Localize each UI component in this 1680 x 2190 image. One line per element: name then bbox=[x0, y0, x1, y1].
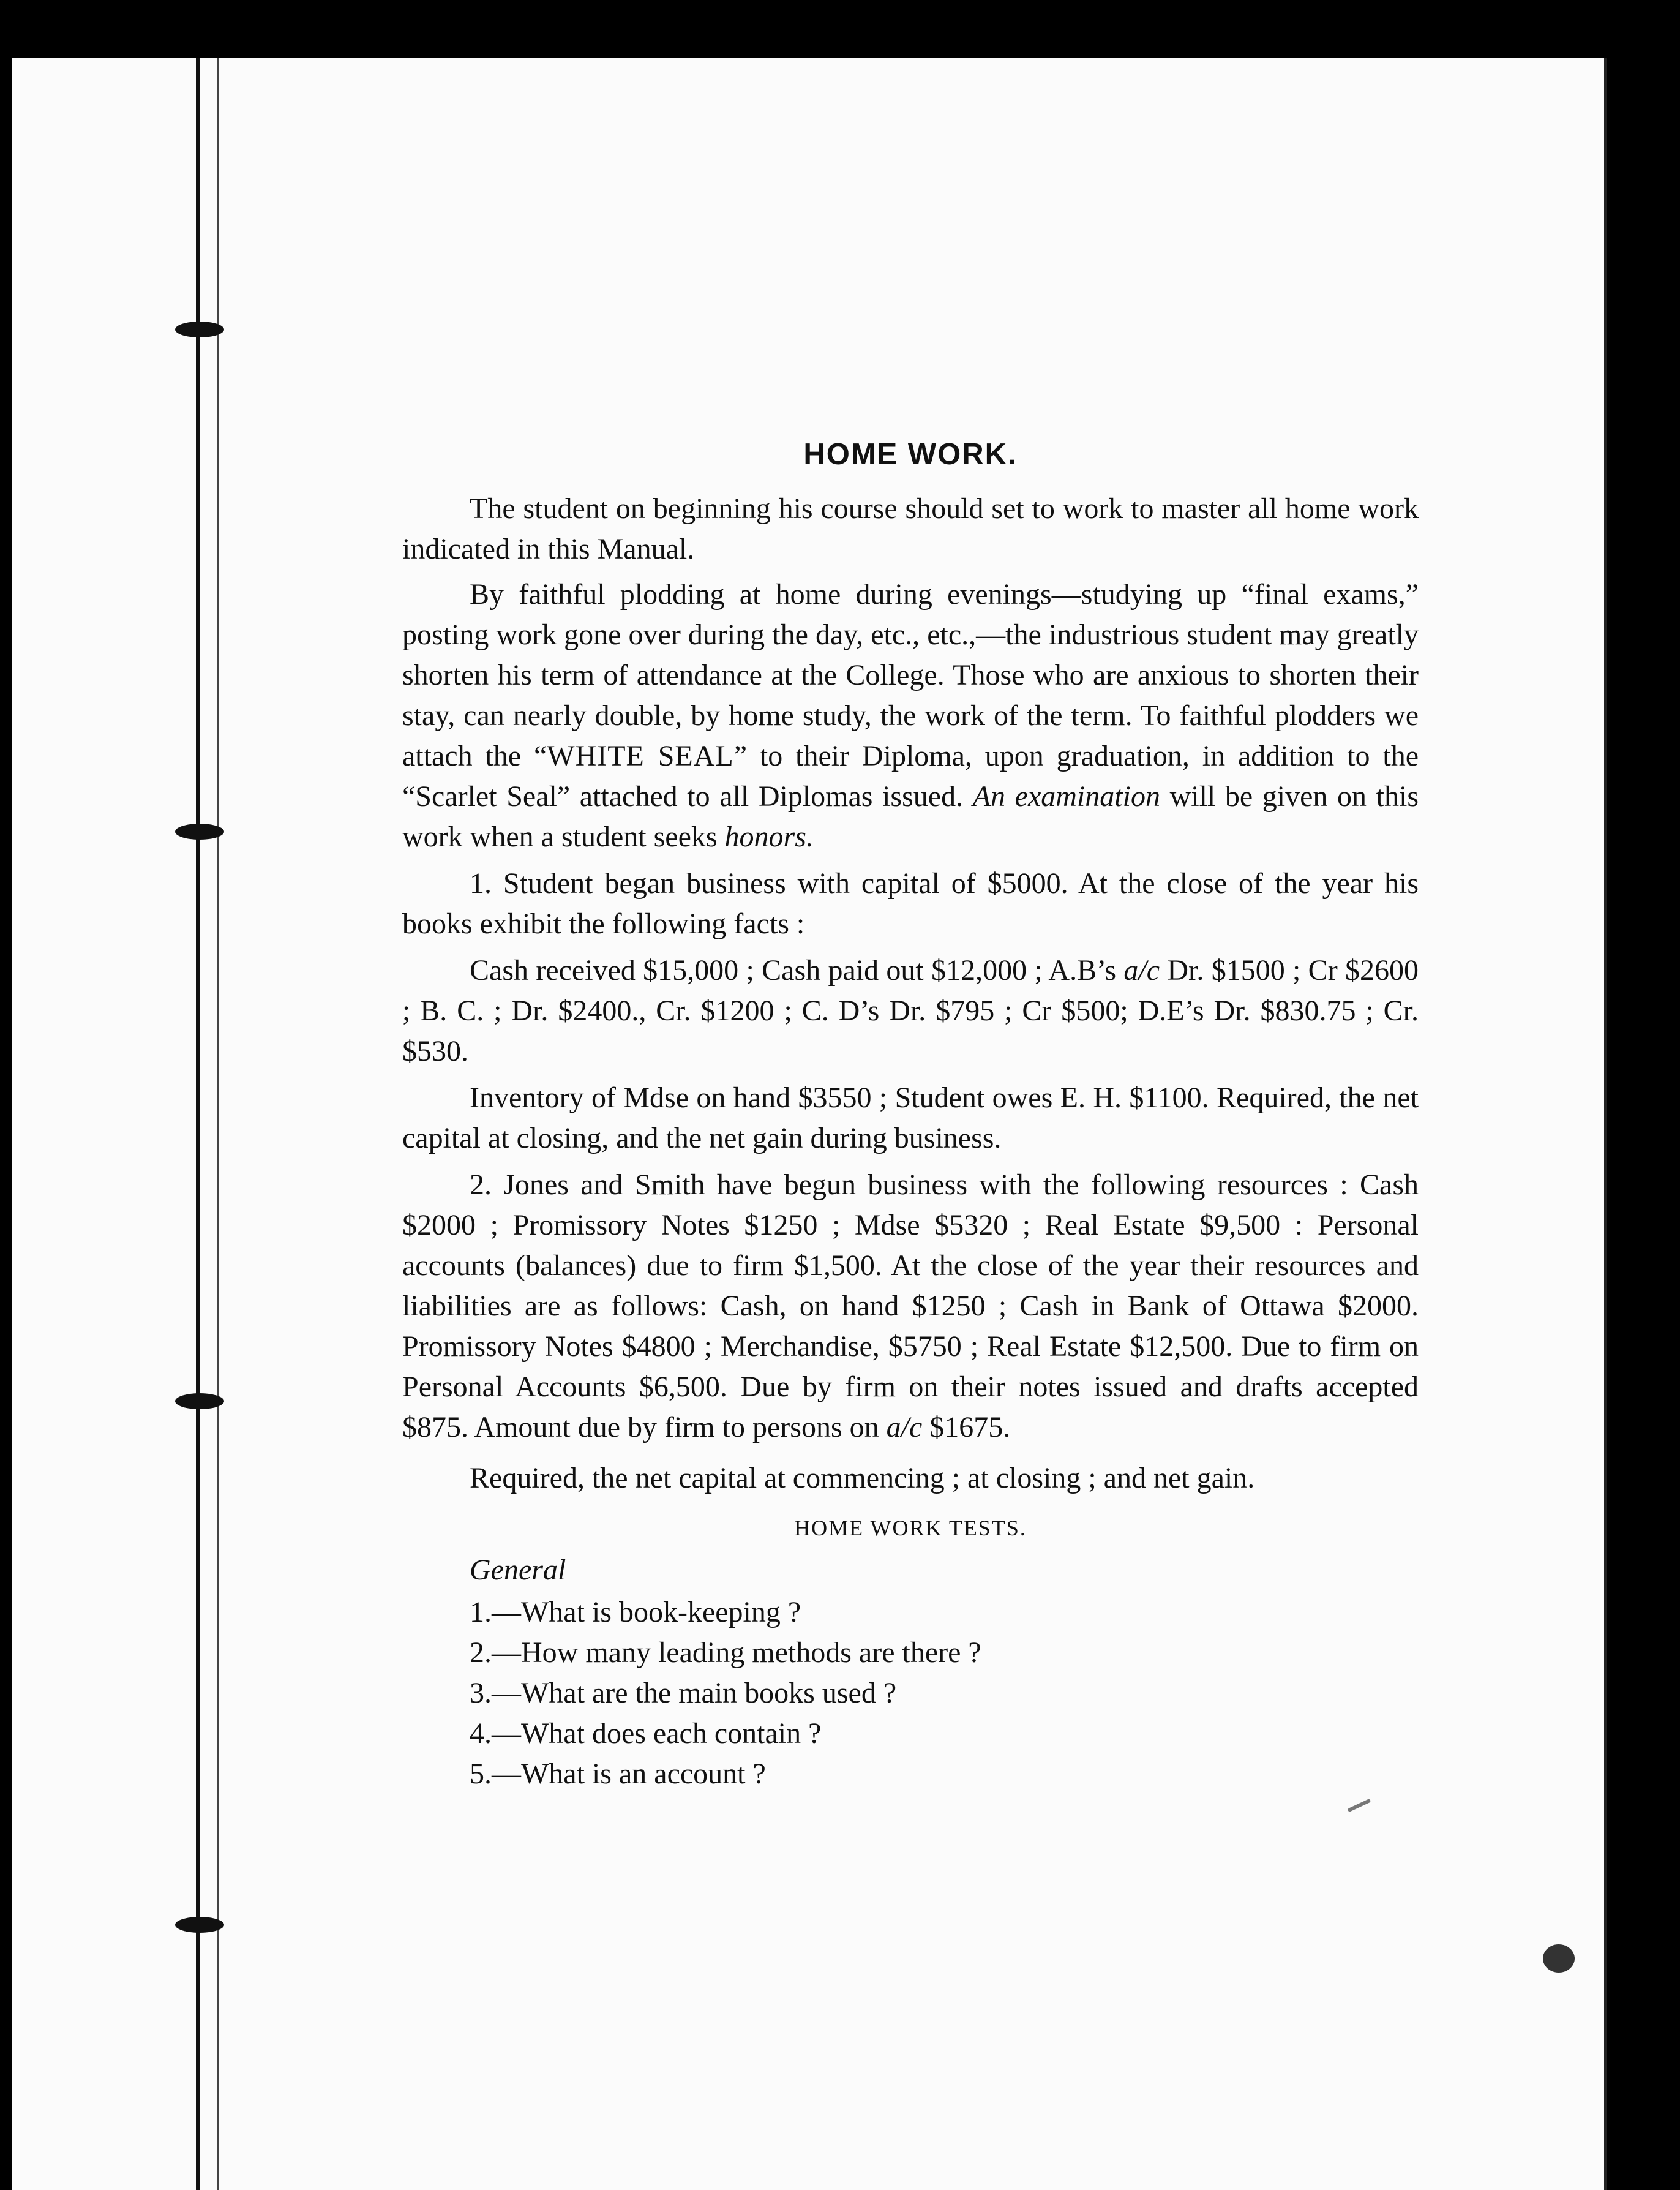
text-segment: By faithful plodding at home during evenings—studying up “final exams,” posting work gone over during the day, etc., etc.,—the industrious student may greatly shorten his term of attendance at the College. Those who are anxious to shorten their stay, can nearly double, by home study, the work of the term. To faithful plodders we attach the “ bbox=[402, 578, 1419, 772]
text-segment: Cash received $15,000 ; Cash paid out $12,000 ; A.B’s bbox=[470, 954, 1124, 987]
white-seal-term: WHITE SEAL bbox=[547, 739, 734, 772]
home-study-paragraph bbox=[402, 574, 1419, 857]
text-segment: will be given on this work when a student seeks bbox=[402, 780, 1419, 853]
question-item: 1.—What is book-keeping ? bbox=[470, 1595, 801, 1628]
question-item: 4.—What does each contain ? bbox=[470, 1717, 822, 1750]
problem-1-inventory: Inventory of Mdse on hand $3550 ; Student owes E. H. $1100. Required, the net capital at closing, and the net gain during business. bbox=[402, 1081, 1419, 1154]
scanned-page bbox=[12, 58, 1607, 2190]
question-item: 3.—What are the main books used ? bbox=[470, 1676, 897, 1709]
text-segment: ” to their Diploma, upon graduation, in addition to the “Scarlet Seal” attached to all Diplomas issued. bbox=[402, 739, 1419, 813]
examination-emphasis: An examination bbox=[972, 780, 1160, 813]
binding-edge-inner bbox=[217, 58, 219, 2190]
binding-edge bbox=[196, 58, 200, 2190]
scan-speck bbox=[1543, 1944, 1575, 1973]
binding-stitch bbox=[175, 824, 224, 840]
text-segment: Dr. $1500 ; Cr $2600 ; B. C. ; Dr. $2400., Cr. $1200 ; C. D’s Dr. $795 ; Cr $500; D.E’s Dr. $830.75 ; Cr. $530. bbox=[402, 954, 1419, 1067]
honors-emphasis: honors. bbox=[724, 820, 814, 853]
page-content bbox=[402, 437, 1419, 1794]
problem-1-facts bbox=[402, 950, 1419, 1072]
binding-stitch bbox=[175, 1917, 224, 1933]
question-item: 2.—How many leading methods are there ? bbox=[470, 1636, 981, 1669]
intro-paragraph: The student on beginning his course should set to work to master all home work indicated in this Manual. bbox=[402, 492, 1419, 565]
tests-subheading: General bbox=[470, 1553, 566, 1586]
question-item: 5.—What is an account ? bbox=[470, 1757, 766, 1790]
account-abbrev: a/c bbox=[1123, 954, 1160, 987]
tests-heading: HOME WORK TESTS. bbox=[794, 1515, 1027, 1540]
account-abbrev: a/c bbox=[886, 1410, 923, 1443]
problem-1-lead: 1. Student began business with capital of $5000. At the close of the year his books exhibit the following facts : bbox=[402, 867, 1419, 940]
page-title: HOME WORK. bbox=[803, 438, 1018, 471]
binding-stitch bbox=[175, 1393, 224, 1409]
problem-2-text bbox=[402, 1165, 1419, 1448]
scan-speck bbox=[1348, 1799, 1371, 1812]
text-segment: 2. Jones and Smith have begun business with the following resources : Cash $2000 ; Promissory Notes $1250 ; Mdse $5320 ; Real Estate $9,500 : Personal accounts (balances) due to firm $1,500. At the close of the year their resources and liabilities are as follows: Cash, on hand $1250 ; Cash in Bank of Ottawa $2000. Promissory Notes $4800 ; Merchandise, $5750 ; Real Estate $12,500. Due to firm on Personal Accounts $6,500. Due by firm on their notes issued and drafts accepted $875. Amount due by firm to persons on bbox=[402, 1168, 1419, 1443]
text-segment: $1675. bbox=[922, 1410, 1011, 1443]
question-list bbox=[402, 1592, 1419, 1794]
binding-stitch bbox=[175, 322, 224, 337]
problem-2-required: Required, the net capital at commencing ; at closing ; and net gain. bbox=[470, 1461, 1255, 1494]
